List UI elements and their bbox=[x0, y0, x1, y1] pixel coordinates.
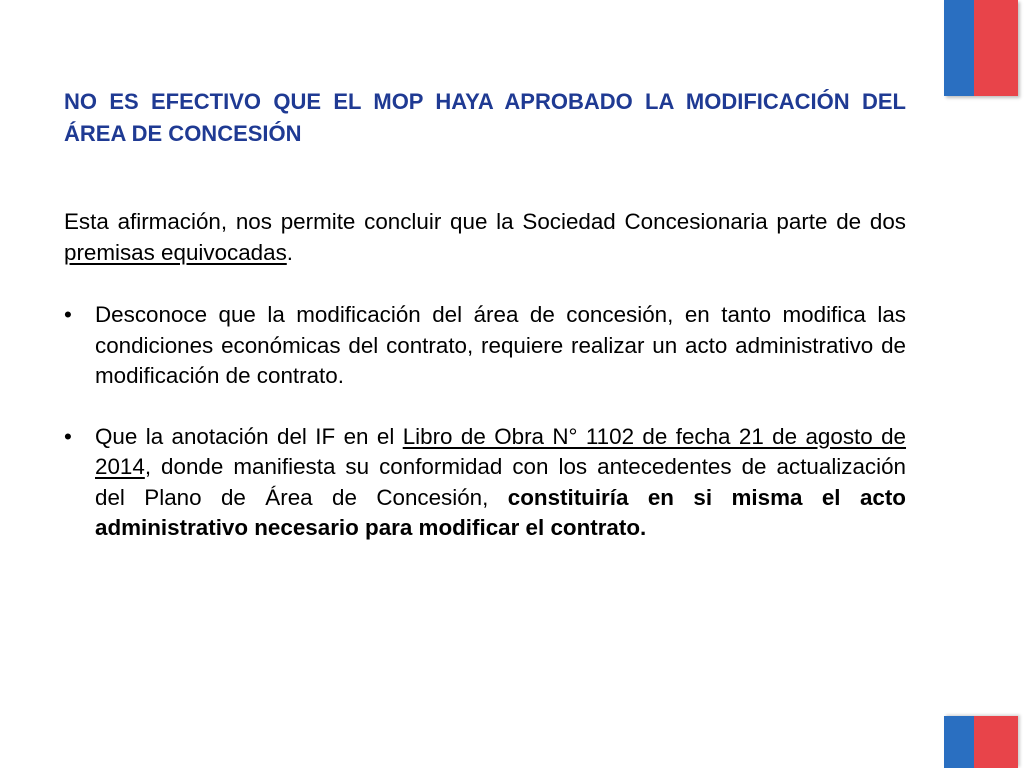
flag-blue-band bbox=[944, 716, 974, 768]
flag-red-band bbox=[974, 0, 1018, 96]
slide-body bbox=[64, 207, 906, 544]
bullet-2-text-middle: , donde manifiesta su conformidad con los antecedentes de actualización del Plano de Área de Concesión, bbox=[95, 454, 906, 510]
intro-text: Esta afirmación, nos permite concluir que la Sociedad Concesionaria parte de dos bbox=[64, 209, 906, 234]
bullet-2-underlined-text: Libro de Obra N° 1102 de fecha 21 de agosto de 2014 bbox=[95, 423, 907, 479]
bullet-marker: • bbox=[64, 423, 72, 449]
bullet-2-text: Que la anotación del IF en el bbox=[95, 423, 403, 449]
slide-title: NO ES EFECTIVO QUE EL MOP HAYA APROBADO LA MODIFICACIÓN DEL ÁREA DE CONCESIÓN bbox=[64, 89, 906, 146]
bullet-1-text: Desconoce que la modificación del área de concesión, en tanto modifica las condiciones económicas del contrato, requiere realizar un acto administrativo de modificación de contrato. bbox=[95, 302, 906, 388]
intro-paragraph bbox=[64, 207, 906, 268]
bullet-2-bold-text: constituiría en si misma el acto administrativo necesario para modificar el contrato. bbox=[95, 484, 906, 540]
flag-red-band bbox=[974, 716, 1018, 768]
intro-text-end: . bbox=[286, 239, 294, 265]
intro-underlined-text: premisas equivocadas bbox=[64, 239, 287, 265]
flag-blue-band bbox=[944, 0, 974, 96]
bullet-item-1 bbox=[64, 300, 906, 392]
bullet-marker: • bbox=[64, 302, 72, 327]
flag-decoration-bottom bbox=[944, 716, 1018, 768]
flag-decoration-top bbox=[944, 0, 1018, 96]
bullet-list bbox=[64, 300, 906, 544]
bullet-item-2 bbox=[64, 422, 906, 544]
